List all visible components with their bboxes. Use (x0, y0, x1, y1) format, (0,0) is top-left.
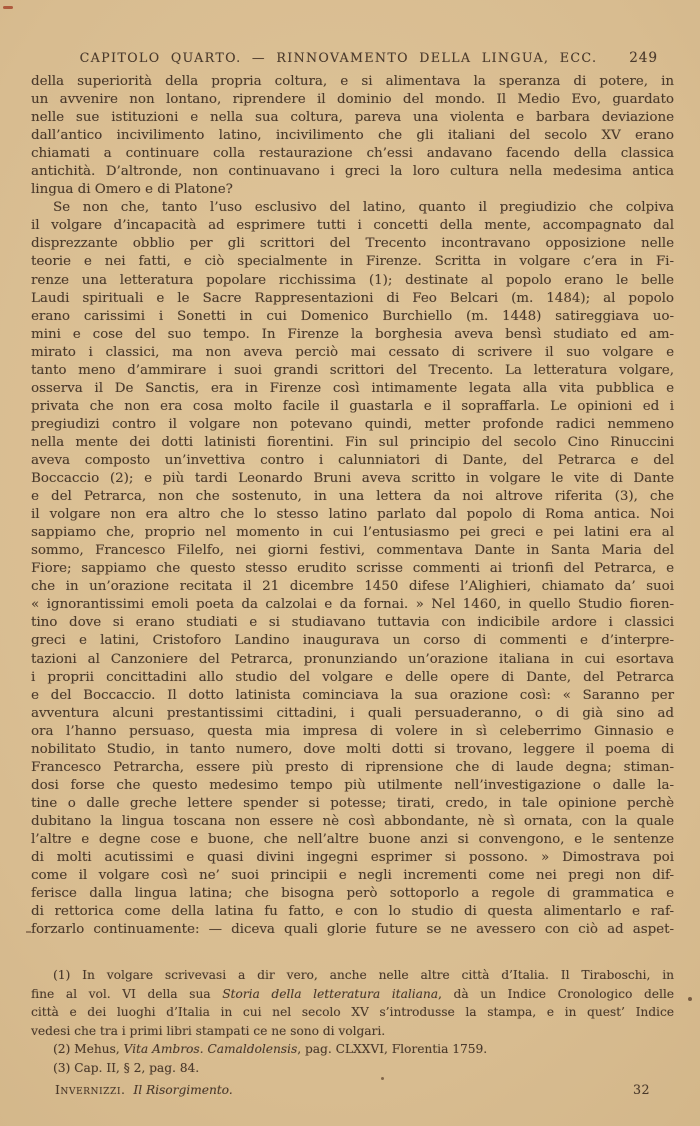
text-line: della superiorità della propria coltura, e si alimentava la speranza di potere, in (31, 74, 674, 89)
footnote-line: (1) In volgare scrivevasi a dir vero, anche nelle altre città d’Italia. Il Tiraboschi, in (53, 968, 674, 982)
text-line: aveva composto un’invettiva contro i calunniatori di Dante, del Petrarca e del (31, 452, 674, 468)
text-line: forzarlo continuamente: — diceva quali glorie future se ne avessero con ciò ad aspet- (31, 922, 674, 938)
text-line: e del Boccaccio. Il dotto latinista cominciava la sua orazione così: « Saranno per (31, 687, 674, 703)
text-line: ferisce dalla lingua latina; che bisogna però sottoporlo a regole di grammatica e (31, 886, 674, 902)
text-line: lingua di Omero e di Platone? (31, 182, 233, 198)
text-line: antichità. D’altronde, non continuavano i greci la loro cultura nella medesima antica (31, 164, 674, 180)
text-line: tino dove si erano studiati e si studiavano tuttavia con indicibile ardore i classici (31, 615, 674, 631)
footnote-line: fine al vol. VI della sua Storia della letteratura italiana, dà un Indice Cronologico delle (31, 986, 674, 1001)
text-line: mirato i classici, ma non aveva perciò mai cessato di scrivere il suo volgare e (31, 344, 674, 360)
text-line: dall’antico incivilimento latino, incivilimento che gli italiani del secolo XV erano (31, 128, 674, 144)
text-line: privata che non era cosa molto facile il guastarla e il sopraffarla. Le opinioni ed i (31, 398, 674, 414)
body-text (31, 73, 674, 939)
text-line: pregiudizi contro il volgare non potevano quindi, metter profonde radici nemmeno (31, 416, 674, 432)
page-number: 249 (629, 50, 658, 66)
text-line: di rettorica come della latina fu fatto, e con lo studio di questa alimentarlo e raf- (31, 904, 674, 920)
page-footer (55, 1082, 650, 1097)
publisher-signature (55, 1083, 233, 1097)
author-name: Invernizzi. (55, 1083, 126, 1097)
text-line: chiamati a continuare colla restaurazione ch’essi andavano facendo della classica (31, 146, 674, 162)
scan-speck (688, 997, 692, 1001)
text-line: « ignorantissimi emoli poeta da calzolai e da fornai. » Nel 1460, in quello Studio fioren- (31, 597, 674, 613)
text-line: renze una letteratura popolare ricchissima (1); destinate al popolo erano le belle (31, 272, 674, 288)
text-line: ora l’hanno persuaso, questa mia impresa di volere in sì celeberrimo Ginnasio e (31, 723, 674, 739)
text-line: greci e latini, Cristoforo Landino inaugurava un corso di commenti e d’interpre- (31, 633, 674, 649)
running-header: CAPITOLO QUARTO. — RINNOVAMENTO DELLA LINGUA, ECC. (79, 50, 598, 65)
footnote-line: vedesi che tra i primi libri stampati ce ne sono di volgari. (31, 1023, 386, 1038)
scan-speck (381, 1077, 384, 1080)
text-line: teorie e nei fatti, e ciò specialmente in Firenze. Scritta in volgare c’era in Fi- (31, 254, 674, 270)
text-line: nella mente dei dotti latinisti fiorentini. Fin sul principio del secolo Cino Rinuccini (31, 434, 674, 450)
text-line: Laudi spirituali e le Sacre Rappresentazioni di Feo Belcari (m. 1484); al popolo (31, 290, 674, 306)
work-title: Il Risorgimento. (133, 1083, 233, 1097)
text-line: sappiamo che, proprio nel momento in cui l’entusiasmo pei greci e pei latini era al (31, 525, 674, 541)
text-line: dubitano la lingua toscana non essere nè così abbondante, nè sì ornata, con la quale (31, 813, 674, 829)
page-header (31, 50, 674, 68)
footnotes (31, 966, 674, 1078)
text-line: nobilitato Studio, in tanto numero, dove molti dotti si trovano, leggere il poema di (31, 741, 674, 757)
text-line: tine o dalle greche lettere spender si potesse; tirati, credo, in tale opinione perchè (31, 795, 674, 811)
text-line: nelle sue istituzioni e nella sua coltura, pareva una violenta e barbara deviazione (31, 110, 674, 126)
text-line: disprezzante obblio per gli scrittori del Trecento incontravano opposizione nelle (31, 236, 674, 252)
text-line: Se non che, tanto l’uso esclusivo del latino, quanto il pregiudizio che colpiva (53, 200, 674, 216)
text-line: dosi forse che questo medesimo tempo più utilmente nell’investigazione o dalle la- (31, 777, 674, 793)
text-line: Boccaccio (2); e più tardi Leonardo Bruni aveva scritto in volgare le vite di Dante (31, 471, 674, 487)
text-line: come il volgare così ne’ suoi principii e negli incrementi come nei pregi non dif- (31, 868, 674, 884)
text-line: tanto meno d’ammirare i suoi grandi scrittori del Trecento. La letteratura volgare, (31, 362, 674, 378)
text-line: che in un’orazione recitata il 21 dicembre 1450 difese l’Alighieri, chiamato da’ suoi (31, 579, 674, 595)
text-line: avventura alcuni prestantissimi cittadini, i quali persuaderanno, o di già sino ad (31, 705, 674, 721)
text-line: di molti acutissimi e quasi divini ingegni esprimer si possono. » Dimostrava poi (31, 850, 674, 866)
text-line: sommo, Francesco Filelfo, nei giorni festivi, commentava Dante in Santa Maria del (31, 543, 674, 559)
footnote-line: (2) Mehus, Vita Ambros. Camaldolensis, pag. CLXXVI, Florentia 1759. (53, 1042, 488, 1057)
scan-speck (26, 931, 31, 933)
sheet-number: 32 (632, 1082, 650, 1097)
text-line: un avvenire non lontano, riprendere il dominio del mondo. Il Medio Evo, guardato (31, 92, 674, 108)
text-line: Francesco Petrarcha, essere più presto di riprensione che di laude degna; stiman- (31, 759, 674, 775)
text-line: Fiore; sappiamo che questo stesso erudito scrisse commenti ai trionfi del Petrarca, e (31, 561, 674, 577)
text-line: l’altre e degne cose e buone, che nell’altre buone anzi si convengono, e le sentenze (31, 831, 674, 847)
text-line: mini e cose del suo tempo. In Firenze la borghesia aveva bensì studiato ed am- (31, 326, 674, 342)
footnote-line: (3) Cap. II, § 2, pag. 84. (53, 1060, 200, 1075)
text-line: il volgare d’incapacità ad esprimere tutti i concetti della mente, accompagnato dal (31, 218, 674, 234)
text-line: tazioni al Canzoniere del Petrarca, pronunziando un’orazione italiana in cui esortava (31, 651, 674, 667)
text-line: il volgare non era altro che lo stesso latino parlato dal popolo di Roma antica. Noi (31, 507, 674, 523)
text-line: i proprii concittadini allo studio del volgare e delle opere di Dante, del Petrarca (31, 669, 674, 685)
text-line: erano carissimi i Sonetti in cui Domenico Burchiello (m. 1448) satireggiava uo- (31, 308, 674, 324)
scan-speck (3, 6, 13, 9)
footnote-line: città e dei luoghi d’Italia in cui nel secolo XV s’introdusse la stampa, e in quest’ Indice (31, 1005, 674, 1020)
text-line: e del Petrarca, non che sostenuto, in una lettera da noi altrove riferita (3), che (31, 489, 674, 505)
text-line: osserva il De Sanctis, era in Firenze così intimamente legata alla vita pubblica e (31, 380, 674, 396)
